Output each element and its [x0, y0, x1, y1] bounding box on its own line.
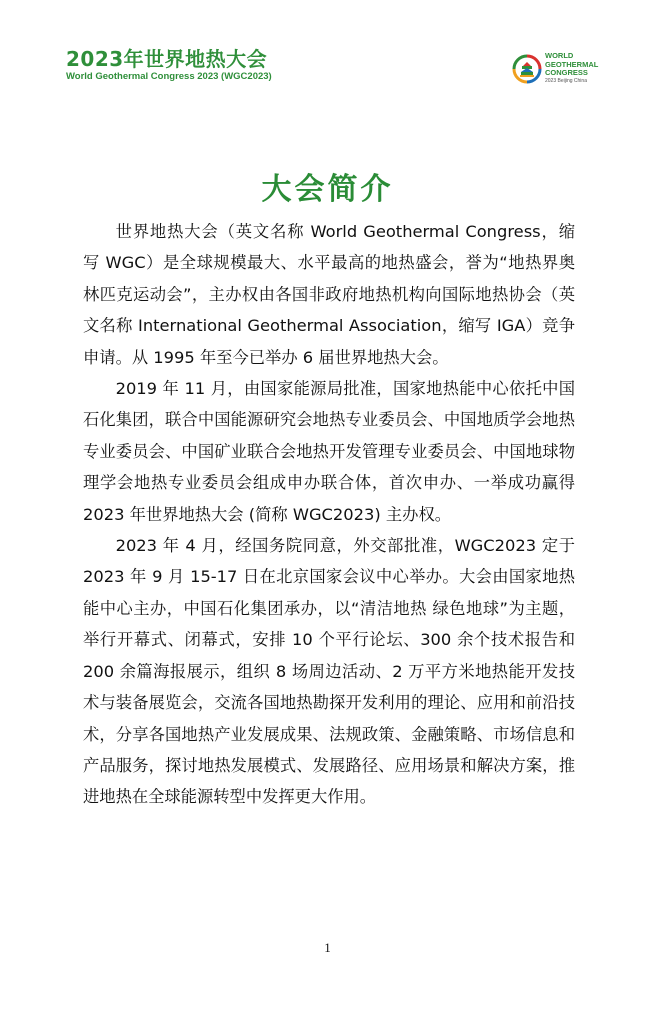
paragraph: 世界地热大会（英文名称 World Geothermal Congress，缩写 WGC）是全球规模最大、水平最高的地热盛会，誉为“地热界奥林匹克运动会”，主办权由各国非政府地热机构向国际地热协会（英文名称 International Geothermal Association，缩写 IGA）竞争申请。从 1995 年至今已举办 6 届世界地热大会。 [83, 222, 575, 367]
wgc-logo [512, 50, 612, 90]
logo-line-geothermal: GEOTHERMAL [545, 59, 599, 69]
paragraph: 2023 年 4 月，经国务院同意，外交部批准，WGC2023 定于 2023 年 9 月 15-17 日在北京国家会议中心举办。大会由国家地热能中心主办，中国石化集团承办，以“清洁地热 绿色地球”为主题，举行开幕式、闭幕式，安排 10 个平行论坛、300 余个技术报告和 200 余篇海报展示，组织 8 场周边活动、2 万平方米地热能开发技术与装备展览会，交流各国地热勘探开发利用的理论、应用和前沿技术，分享各国地热产业发展成果、法规政策、金融策略、市场信息和产品服务，探讨地热发展模式、发展路径、应用场景和解决方案，推进地热在全球能源转型中发挥更大作用。 [83, 536, 575, 807]
logo-line-world: WORLD [545, 51, 574, 60]
body-text [83, 216, 575, 813]
temple-of-heaven-logo-icon [512, 54, 542, 84]
page-title: 大会简介 [261, 172, 394, 208]
page-number: 1 [324, 940, 331, 955]
header-branding [66, 48, 272, 83]
logo-text [545, 52, 598, 85]
header-subtitle: World Geothermal Congress 2023 (WGC2023) [66, 71, 272, 82]
paragraph: 2019 年 11 月，由国家能源局批准，国家地热能中心依托中国石化集团，联合中国能源研究会地热专业委员会、中国地质学会地热专业委员会、中国矿业联合会地热开发管理专业委员会、中国地球物理学会地热专业委员会组成申办联合体，首次申办、一举成功赢得 2023 年世界地热大会 (简称 WGC2023) 主办权。 [83, 379, 575, 524]
logo-line-location: 2023 Beijing China [545, 77, 587, 84]
logo-line-congress: CONGRESS [545, 68, 588, 77]
header-title: 2023年世界地热大会 [66, 47, 268, 71]
